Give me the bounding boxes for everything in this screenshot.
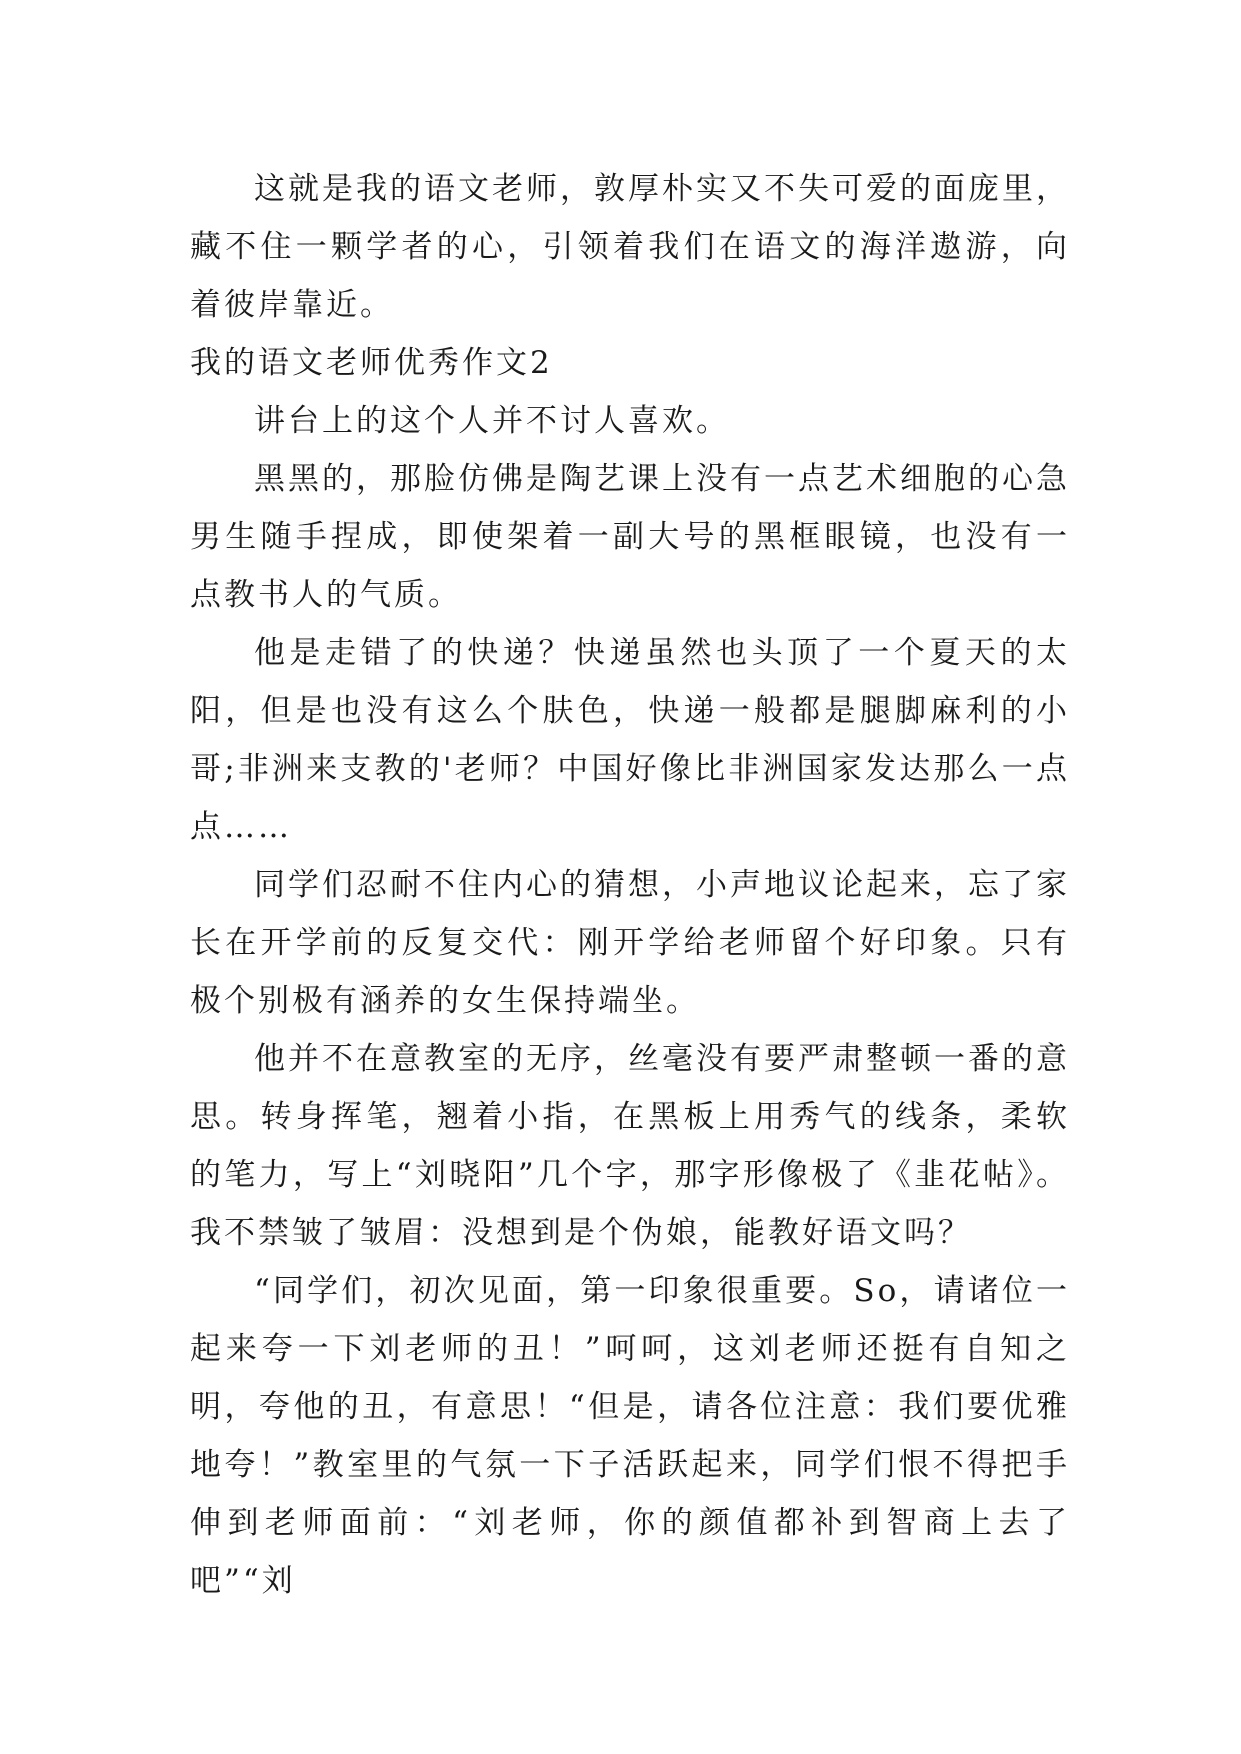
document-page [190,160,1070,1610]
paragraph: 黑黑的，那脸仿佛是陶艺课上没有一点艺术细胞的心急男生随手捏成，即使架着一副大号的黑框眼镜，也没有一点教书人的气质。 [190,461,1070,613]
paragraph: 他是走错了的快递？快递虽然也头顶了一个夏天的太阳，但是也没有这么个肤色，快递一般都是腿脚麻利的小哥;非洲来支教的'老师？中国好像比非洲国家发达那么一点点…… [190,635,1070,845]
paragraph: 他并不在意教室的无序，丝毫没有要严肃整顿一番的意思。转身挥笔，翘着小指，在黑板上用秀气的线条，柔软的笔力，写上“刘晓阳”几个字，那字形像极了《韭花帖》。我不禁皱了皱眉：没想到是个伪娘，能教好语文吗？ [190,1041,1070,1251]
paragraph: “同学们，初次见面，第一印象很重要。So，请诸位一起来夸一下刘老师的丑！”呵呵，这刘老师还挺有自知之明，夸他的丑，有意思！“但是，请各位注意：我们要优雅地夸！”教室里的气氛一下子活跃起来，同学们恨不得把手伸到老师面前：“刘老师，你的颜值都补到智商上去了吧”“刘 [190,1273,1070,1599]
paragraph-closing: 这就是我的语文老师，敦厚朴实又不失可爱的面庞里，藏不住一颗学者的心，引领着我们在语文的海洋遨游，向着彼岸靠近。 [190,171,1070,323]
paragraph: 讲台上的这个人并不讨人喜欢。 [254,403,730,439]
paragraph: 同学们忍耐不住内心的猜想，小声地议论起来，忘了家长在开学前的反复交代：刚开学给老师留个好印象。只有极个别极有涵养的女生保持端坐。 [190,867,1070,1019]
essay-title: 我的语文老师优秀作文2 [190,345,553,381]
